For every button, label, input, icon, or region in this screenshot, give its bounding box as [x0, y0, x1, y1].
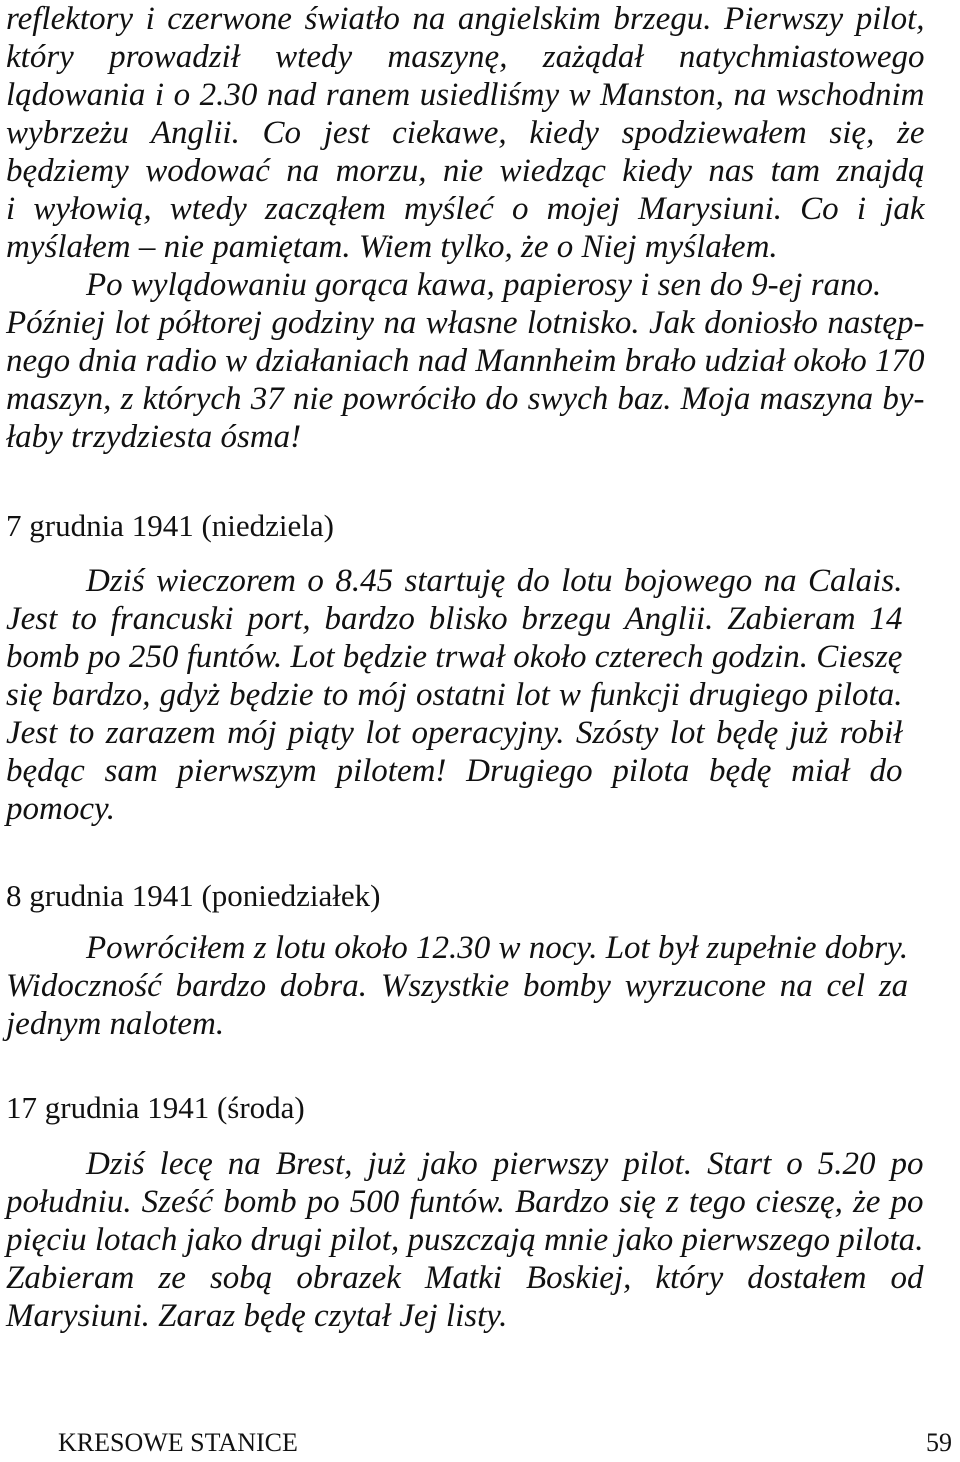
entry-date-heading: 7 grudnia 1941 (niedziela) [6, 508, 334, 543]
text-line: się bardzo, gdyż będzie to mój ostatni lot w funkcji drugiego pilota. [6, 677, 903, 713]
text-line: Dziś lecę na Brest, już jako pierwszy pilot. Start o 5.20 po [86, 1146, 924, 1182]
page-number: 59 [926, 1428, 952, 1457]
text-line: pomocy. [6, 791, 116, 827]
text-line: jednym nalotem. [6, 1006, 225, 1042]
text-line: Widoczność bardzo dobra. Wszystkie bomby wyrzucone na cel za [6, 968, 909, 1004]
text-line: i wyłowią, wtedy zacząłem myśleć o mojej Marysiuni. Co i jak [6, 191, 925, 227]
text-line: myślałem – nie pamiętam. Wiem tylko, że o Niej myślałem. [6, 229, 778, 265]
text-line: pięciu lotach jako drugi pilot, puszczają mnie jako pierwszego pilota. [6, 1222, 924, 1258]
text-line: Zabieram ze sobą obrazek Matki Boskiej, który dostałem od [6, 1260, 924, 1296]
paragraph-block-4 [6, 1145, 924, 1335]
text-line: będąc sam pierwszym pilotem! Drugiego pilota będę miał do [6, 753, 903, 789]
text-line: bomb po 250 funtów. Lot będzie trwał około czterech godzin. Cieszę [6, 639, 903, 675]
paragraph-block-2 [6, 562, 902, 828]
text-line: lądowania i o 2.30 nad ranem usiedliśmy w Manston, na wschodnim [6, 77, 925, 113]
text-line: maszyn, z których 37 nie powróciło do swych baz. Moja maszyna by- [6, 381, 925, 417]
text-line: Marysiuni. Zaraz będę czytał Jej listy. [6, 1298, 508, 1334]
text-line: Po wylądowaniu gorąca kawa, papierosy i sen do 9-ej rano. [86, 267, 882, 303]
entry-date-heading: 8 grudnia 1941 (poniedziałek) [6, 878, 381, 913]
text-line: nego dnia radio w działaniach nad Mannheim brało udział około 170 [6, 343, 925, 379]
text-line: wybrzeżu Anglii. Co jest ciekawe, kiedy spodziewałem się, że [6, 115, 925, 151]
text-line: Później lot półtorej godziny na własne lotnisko. Jak doniosło następ- [6, 305, 925, 341]
text-line: Powróciłem z lotu około 12.30 w nocy. Lot był zupełnie dobry. [86, 930, 909, 966]
page-footer [58, 1426, 952, 1460]
paragraph-block-3 [6, 929, 908, 1043]
book-title: KRESOWE STANICE [58, 1428, 298, 1457]
text-line: Jest to francuski port, bardzo blisko brzegu Anglii. Zabieram 14 [6, 601, 903, 637]
paragraph-block-1 [6, 0, 924, 456]
text-line: będziemy wodować na morzu, nie wiedząc kiedy nas tam znajdą [6, 153, 925, 189]
text-line: który prowadził wtedy maszynę, zażądał natychmiastowego [6, 39, 925, 75]
text-line: południu. Sześć bomb po 500 funtów. Bardzo się z tego cieszę, że po [6, 1184, 924, 1220]
text-line: reflektory i czerwone światło na angielskim brzegu. Pierwszy pilot, [6, 1, 925, 37]
text-line: łaby trzydziesta ósma! [6, 419, 302, 455]
entry-date-heading: 17 grudnia 1941 (środa) [6, 1090, 305, 1125]
text-line: Jest to zarazem mój piąty lot operacyjny. Szósty lot będę już robił [6, 715, 903, 751]
text-line: Dziś wieczorem o 8.45 startuję do lotu bojowego na Calais. [86, 563, 903, 599]
